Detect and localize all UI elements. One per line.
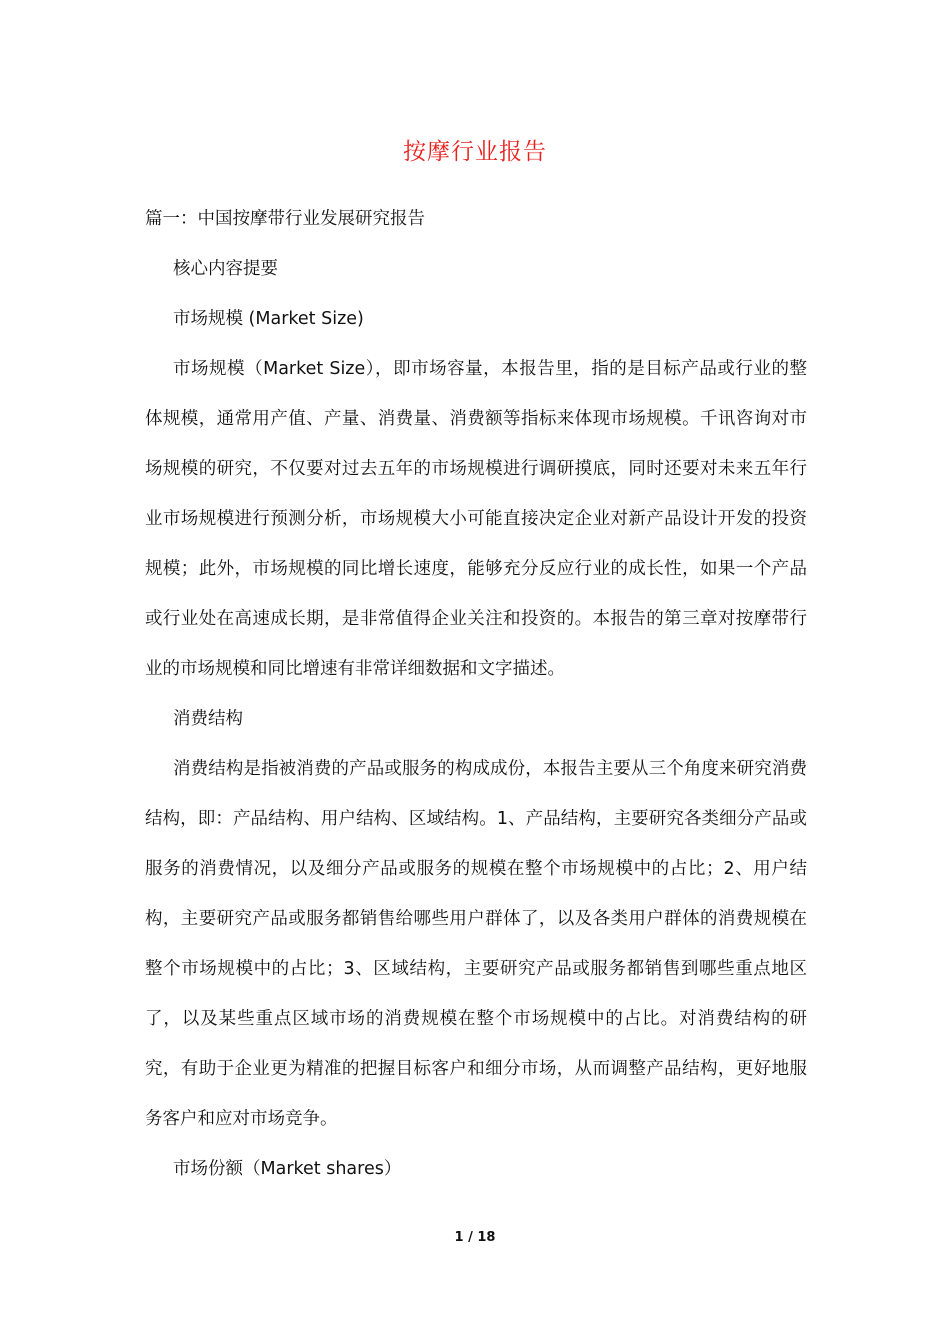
body-paragraph: 消费结构是指被消费的产品或服务的构成成份，本报告主要从三个角度来研究消费结构，即：产品结构、用户结构、区域结构。1、产品结构，主要研究各类细分产品或服务的消费情况，以及细分产品或服务的规模在整个市场规模中的占比；2、用户结构，主要研究产品或服务都销售给哪些用户群体了，以及各类用户群体的消费规模在整个市场规模中的占比；3、区域结构，主要研究产品或服务都销售到哪些重点地区了，以及某些重点区域市场的消费规模在整个市场规模中的占比。对消费结构的研究，有助于企业更为精准的把握目标客户和细分市场，从而调整产品结构，更好地服务客户和应对市场竞争。	[145, 759, 807, 1129]
section-heading: 篇一：中国按摩带行业发展研究报告	[145, 209, 425, 229]
document-title: 按摩行业报告	[403, 139, 547, 165]
subsection-heading: 核心内容提要	[173, 259, 278, 279]
subsection-heading: 市场份额（Market shares）	[173, 1159, 402, 1179]
document-body	[145, 194, 807, 1194]
body-paragraph: 市场规模（Market Size），即市场容量，本报告里，指的是目标产品或行业的整体规模，通常用产值、产量、消费量、消费额等指标来体现市场规模。千讯咨询对市场规模的研究，不仅要对过去五年的市场规模进行调研摸底，同时还要对未来五年行业市场规模进行预测分析，市场规模大小可能直接决定企业对新产品设计开发的投资规模；此外，市场规模的同比增长速度，能够充分反应行业的成长性，如果一个产品或行业处在高速成长期，是非常值得企业关注和投资的。本报告的第三章对按摩带行业的市场规模和同比增速有非常详细数据和文字描述。	[145, 359, 807, 679]
page-number: 1 / 18	[454, 1230, 496, 1245]
subsection-heading: 消费结构	[173, 709, 243, 729]
subsection-heading: 市场规模 (Market Size)	[173, 309, 364, 329]
